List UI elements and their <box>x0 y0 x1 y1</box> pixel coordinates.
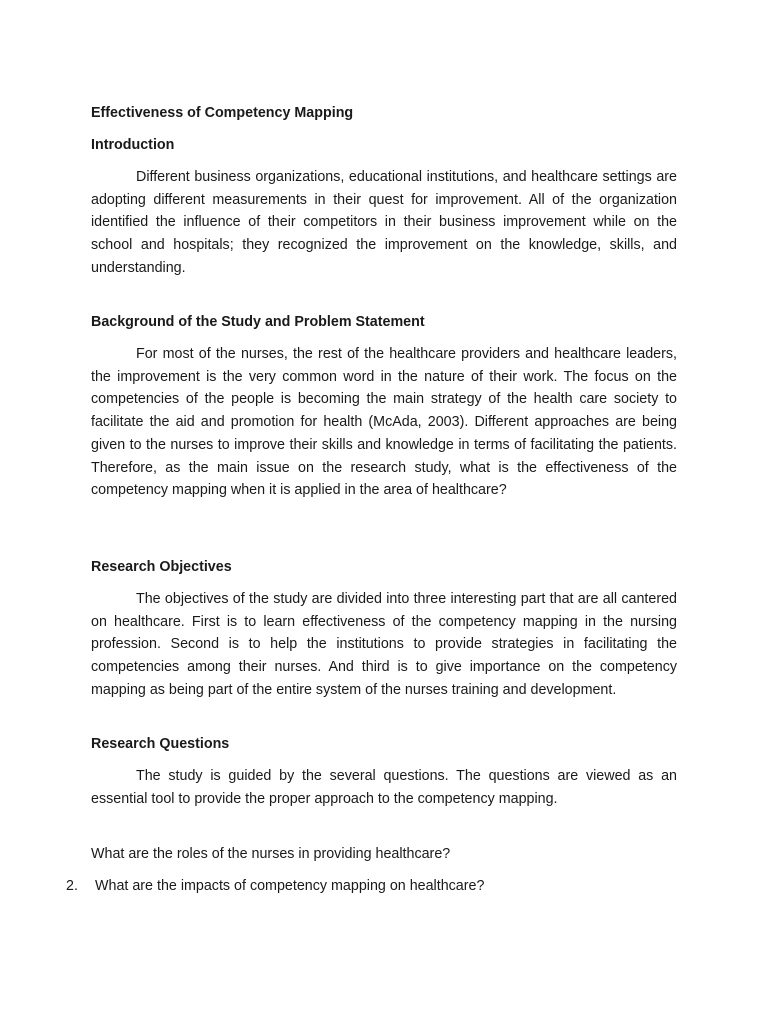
section-paragraph-objectives: The objectives of the study are divided into three interesting part that are all cantered on healthcare. First is to learn effectiveness of the competency mapping in the nursing profession. Second is to help the institutions to provide strategies in facilitating the competencies among their nurses. And third is to give importance on the competency mapping as being part of the entire system of the nurses training and development. <box>91 591 677 698</box>
document-title: Effectiveness of Competency Mapping <box>91 105 354 121</box>
section-paragraph-background: For most of the nurses, the rest of the healthcare providers and healthcare leaders, the improvement is the very common word in the nature of their work. The focus on the competencies of the people is becoming the main strategy of the health care society to facilitate the aid and promotion for health (McAda, 2003). Different approaches are being given to the nurses to improve their skills and knowledge in terms of facilitating the patients. Therefore, as the main issue on the research study, what is the effectiveness of the competency mapping when it is applied in the area of healthcare? <box>91 346 677 499</box>
section-heading-introduction: Introduction <box>91 137 175 153</box>
question-text: What are the impacts of competency mapping on healthcare? <box>95 878 485 894</box>
question-number: 2. <box>66 878 78 894</box>
section-paragraph-introduction: Different business organizations, educational institutions, and healthcare settings are adopting different measurements in their quest for improvement. All of the organization identified the influence of their competitors in their business improvement while on the school and hospitals; they recognized the improvement on the knowledge, skills, and understanding. <box>91 169 677 276</box>
section-paragraph-questions: The study is guided by the several questions. The questions are viewed as an essential tool to provide the proper approach to the competency mapping. <box>91 768 677 807</box>
section-heading-questions: Research Questions <box>91 736 230 752</box>
section-heading-objectives: Research Objectives <box>91 559 232 575</box>
question-item <box>66 877 484 895</box>
question-item: What are the roles of the nurses in providing healthcare? <box>91 846 451 862</box>
section-heading-background: Background of the Study and Problem Statement <box>91 314 425 330</box>
